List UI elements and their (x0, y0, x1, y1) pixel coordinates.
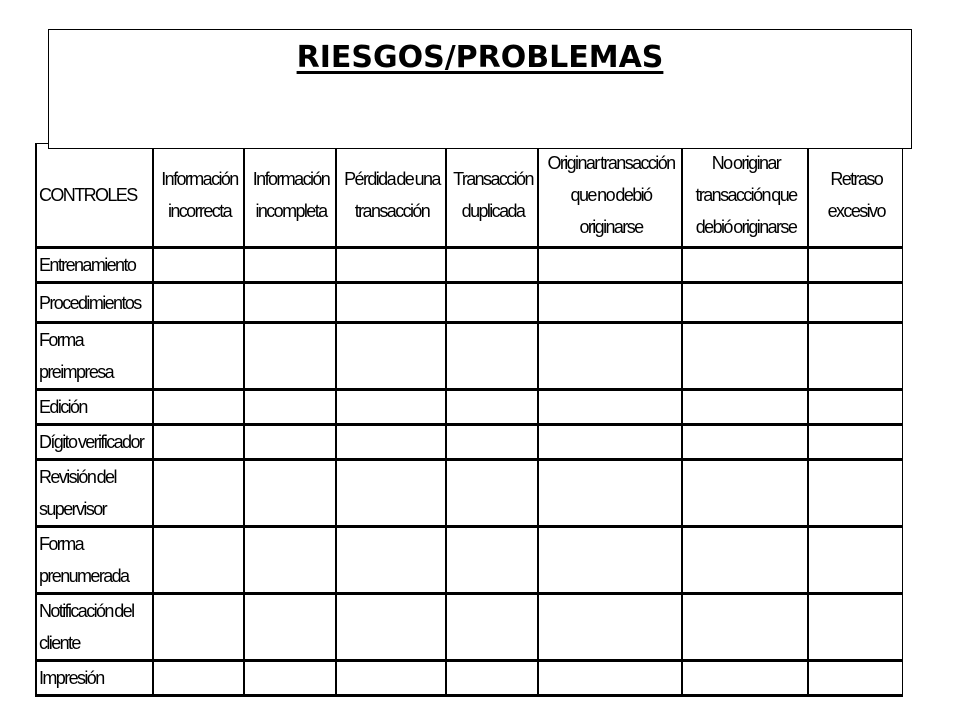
column-header: Originar transacción que no debió originarse (538, 144, 682, 248)
column-header: Retraso excesivo (808, 144, 902, 248)
table-cell (808, 283, 902, 323)
table-cell (244, 283, 336, 323)
table-cell (446, 661, 538, 696)
table-cell (682, 248, 808, 283)
table-cell (336, 661, 446, 696)
table-cell (153, 248, 244, 283)
column-header: Pérdida de una transacción (336, 144, 446, 248)
table-cell (244, 661, 336, 696)
table-cell (682, 390, 808, 425)
table-cell (808, 323, 902, 390)
table-cell (244, 425, 336, 460)
corner-label: CONTROLES (36, 144, 153, 248)
table-cell (244, 527, 336, 594)
table-row (36, 390, 902, 425)
row-label: Impresión (36, 661, 153, 696)
table-cell (808, 460, 902, 527)
row-label: Entrenamiento (36, 248, 153, 283)
table-cell (244, 248, 336, 283)
table-cell (682, 425, 808, 460)
table-cell (538, 460, 682, 527)
table-cell (808, 425, 902, 460)
table-cell (446, 390, 538, 425)
table-cell (336, 460, 446, 527)
table-cell (538, 323, 682, 390)
table-cell (153, 425, 244, 460)
column-header: Transacción duplicada (446, 144, 538, 248)
table-cell (244, 323, 336, 390)
table-cell (336, 425, 446, 460)
table-cell (336, 594, 446, 661)
column-header: No originar transacción que debió originarse (682, 144, 808, 248)
row-label: Procedimientos (36, 283, 153, 323)
table-cell (446, 425, 538, 460)
column-header: Información incorrecta (153, 144, 244, 248)
table-cell (336, 248, 446, 283)
controls-risks-matrix (35, 143, 903, 697)
table-row (36, 323, 902, 390)
table-cell (538, 390, 682, 425)
row-label: Forma prenumerada (36, 527, 153, 594)
table-cell (446, 248, 538, 283)
table-cell (336, 527, 446, 594)
table-cell (538, 248, 682, 283)
table-cell (336, 283, 446, 323)
page-title: RIESGOS/PROBLEMAS (296, 40, 664, 75)
row-label: Dígito verificador (36, 425, 153, 460)
table-cell (153, 283, 244, 323)
table-cell (808, 248, 902, 283)
table-cell (153, 390, 244, 425)
table-cell (244, 460, 336, 527)
table-cell (682, 661, 808, 696)
table-cell (446, 594, 538, 661)
table-cell (153, 460, 244, 527)
table-cell (153, 661, 244, 696)
table-cell (682, 323, 808, 390)
table-cell (808, 594, 902, 661)
table-cell (446, 283, 538, 323)
table-row (36, 283, 902, 323)
table-cell (153, 323, 244, 390)
row-label: Forma preimpresa (36, 323, 153, 390)
table-cell (538, 661, 682, 696)
table-cell (538, 594, 682, 661)
table-cell (336, 390, 446, 425)
table-cell (682, 460, 808, 527)
table-cell (153, 527, 244, 594)
table-cell (244, 594, 336, 661)
column-header: Información incompleta (244, 144, 336, 248)
row-label: Edición (36, 390, 153, 425)
table-cell (682, 283, 808, 323)
table-cell (808, 527, 902, 594)
table-cell (808, 661, 902, 696)
row-label: Notificación del cliente (36, 594, 153, 661)
table-cell (682, 594, 808, 661)
table-row (36, 594, 902, 661)
table-cell (336, 323, 446, 390)
table-cell (808, 390, 902, 425)
table-row (36, 661, 902, 696)
table-cell (538, 283, 682, 323)
table-cell (153, 594, 244, 661)
table-row (36, 460, 902, 527)
table-cell (682, 527, 808, 594)
table-row (36, 527, 902, 594)
table-cell (446, 460, 538, 527)
table-row (36, 425, 902, 460)
title-box (48, 29, 912, 149)
table-cell (244, 390, 336, 425)
table-cell (446, 527, 538, 594)
table-row (36, 248, 902, 283)
table-cell (538, 527, 682, 594)
header-row (36, 144, 902, 248)
table-cell (446, 323, 538, 390)
table-cell (538, 425, 682, 460)
row-label: Revisión del supervisor (36, 460, 153, 527)
